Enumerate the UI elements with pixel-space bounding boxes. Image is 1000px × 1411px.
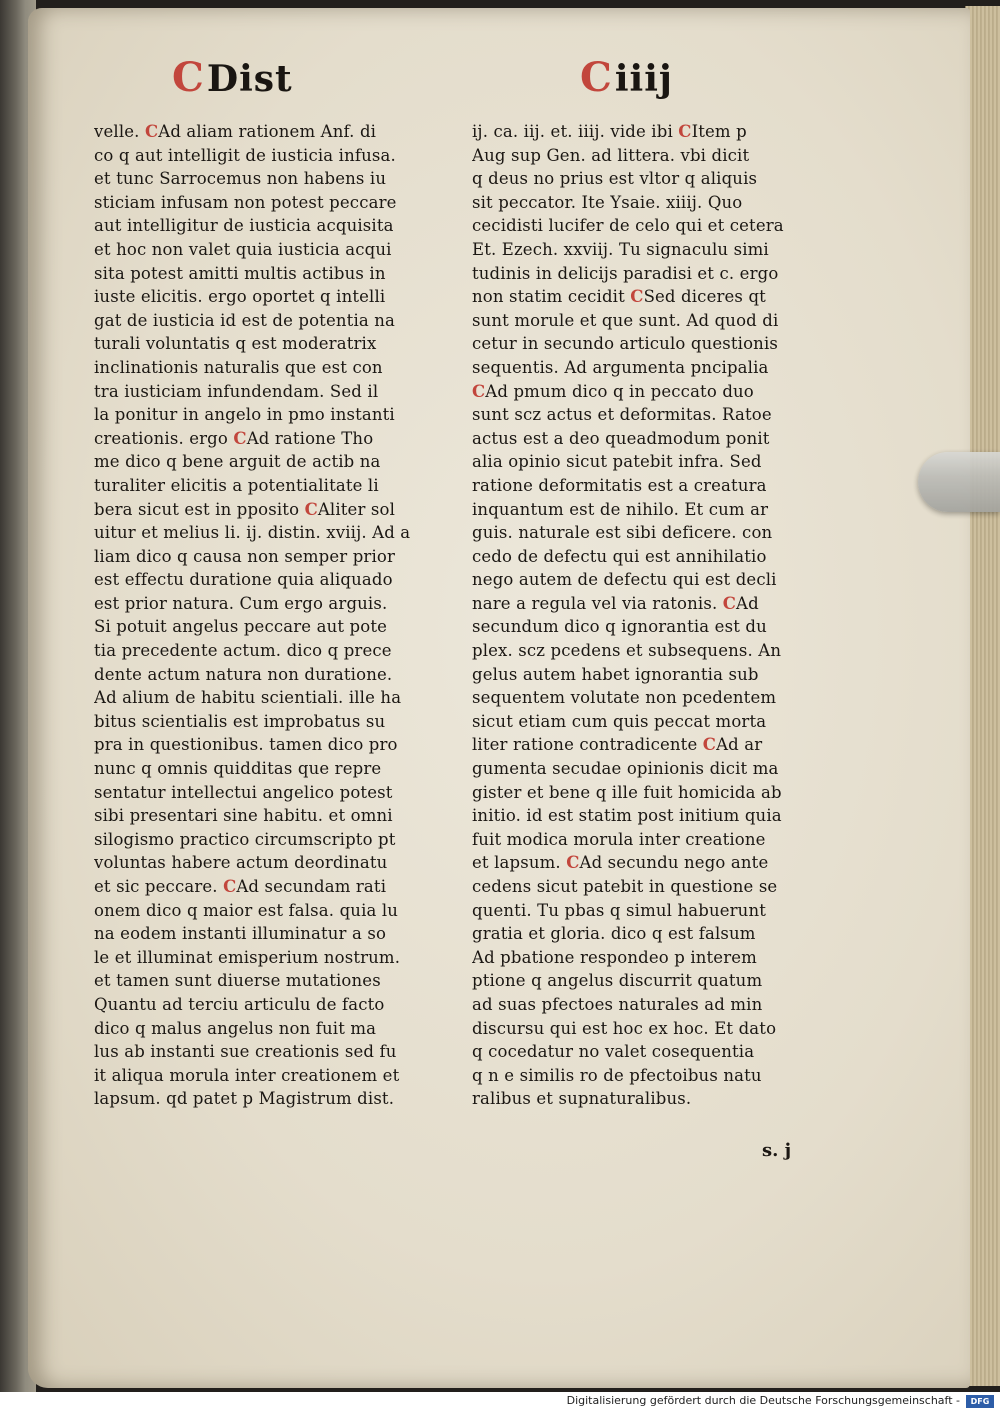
line-text: ij. ca. iij. et. iiij. vide ibi [472,122,679,141]
line-text: et sic peccare. [94,877,224,896]
text-line [94,1017,454,1041]
text-line [94,946,454,970]
line-text: et tamen sunt diuerse mutationes [94,971,381,991]
text-line [94,144,454,168]
running-head-left-rubric: C [172,54,205,101]
line-text: cedo de defectu qui est annihilatio [472,546,767,566]
text-line [472,639,832,663]
line-text: liter ratione contradicente [472,735,703,755]
line-text: lus ab instanti sue creationis sed fu [94,1042,397,1062]
text-line [94,781,454,805]
text-line [472,969,832,993]
text-line [472,1040,832,1064]
line-text: la ponitur in angelo in pmo instanti [94,405,395,425]
signature-mark: s. j [762,1140,792,1161]
text-line [94,1087,454,1111]
line-text: Aug sup Gen. ad littera. vbi dicit [472,145,750,165]
text-line [472,521,832,545]
line-text: uitur et melius li. ij. distin. xviij. Ad a [94,523,411,543]
text-line [94,710,454,734]
line-text: q cocedatur no valet cosequentia [472,1042,755,1062]
line-text: gelus autem habet ignorantia sub [472,664,759,684]
text-line [94,615,454,639]
text-line [472,309,832,333]
line-text: aut intelligitur de iusticia acquisita [94,216,394,236]
line-text: ratione deformitatis est a creatura [472,475,767,495]
rubric-paragraph-mark: C [144,122,159,141]
text-line [94,1040,454,1064]
line-text: sequentem volutate non pcedentem [472,688,777,708]
running-head-right-text: iiij [614,58,673,100]
line-text-after-rubric: Ad secundu nego ante [579,853,769,873]
text-line [472,922,832,946]
text-line [472,450,832,474]
line-text: sentatur intellectui angelico potest [94,782,393,802]
line-text: cecidisti lucifer de celo qui et cetera [472,216,784,236]
line-text: ad suas pfectoes naturales ad min [472,994,763,1014]
line-text: sibi presentari sine habitu. et omni [94,806,393,826]
text-line [94,804,454,828]
line-text: turali voluntatis q est moderatrix [94,334,377,354]
rubric-paragraph-mark: C [678,122,692,141]
line-text: turaliter elicitis a potentialitate li [94,475,379,495]
text-line [472,663,832,687]
text-line [94,521,454,545]
line-text-after-rubric: Ad aliam rationem Anf. di [158,122,377,141]
left-text-column [94,120,454,1111]
text-line [472,120,832,144]
text-line [94,686,454,710]
text-line [472,804,832,828]
text-line [94,592,454,616]
text-line [472,262,832,286]
running-head-left [172,54,293,101]
right-text-column [472,120,832,1111]
line-text: sunt scz actus et deformitas. Ratoe [472,405,772,425]
text-line [94,214,454,238]
rubric-paragraph-mark: C [223,877,237,896]
line-text: est effectu duratione quia aliquado [94,570,393,590]
line-text-after-rubric: Ad ar [716,735,763,755]
line-text: inclinationis naturalis que est con [94,357,383,377]
line-text: actus est a deo queadmodum ponit [472,428,770,448]
line-text: dico q malus angelus non fuit ma [94,1018,377,1038]
line-text: gat de iusticia id est de potentia na [94,310,396,330]
text-line [94,851,454,875]
footer-strip [0,1392,1000,1411]
rubric-paragraph-mark: C [304,499,318,519]
text-line [472,332,832,356]
line-text: gister et bene q ille fuit homicida ab [472,782,782,802]
line-text: lapsum. qd patet p Magistrum dist. [94,1089,395,1109]
line-text: initio. id est statim post initium quia [472,806,782,826]
text-line [472,875,832,899]
line-text: Si potuit angelus peccare aut pote [94,617,388,637]
page-edges [965,6,1000,1386]
text-line [94,356,454,380]
rubric-paragraph-mark: C [722,593,737,613]
text-line [472,403,832,427]
text-line [472,568,832,592]
line-text: Ad alium de habitu scientiali. ille ha [94,688,402,708]
text-line [472,615,832,639]
line-text: na eodem instanti illuminatur a so [94,924,387,944]
text-line [94,969,454,993]
text-line [472,710,832,734]
text-line [94,167,454,191]
text-line [94,191,454,215]
line-text-after-rubric: Ad secundam rati [236,877,387,896]
line-text: bera sicut est in pposito [94,499,305,519]
line-text: discursu qui est hoc ex hoc. Et dato [472,1018,777,1038]
text-line [94,262,454,286]
text-line [94,828,454,852]
text-line [94,663,454,687]
line-text: onem dico q maior est falsa. quia lu [94,900,399,920]
line-text: est prior natura. Cum ergo arguis. [94,593,388,613]
book-clasp [918,452,1000,512]
line-text: sequentis. Ad argumenta pncipalia [472,357,769,377]
text-line [94,568,454,592]
text-line [472,144,832,168]
line-text: inquantum est de nihilo. Et cum ar [472,499,769,519]
text-line [94,875,454,899]
line-text: ralibus et supnaturalibus. [472,1089,692,1109]
line-text: et hoc non valet quia iusticia acqui [94,239,392,259]
text-line [472,238,832,262]
line-text: cetur in secundo articulo questionis [472,334,779,354]
line-text: quenti. Tu pbas q simul habuerunt [472,900,767,920]
text-line [472,498,832,522]
line-text: sicut etiam cum quis peccat morta [472,711,767,731]
line-text: le et illuminat emisperium nostrum. [94,947,401,967]
line-text: q n e similis ro de pfectoibus natu [472,1065,762,1085]
text-line [94,733,454,757]
text-line [472,356,832,380]
line-text: pra in questionibus. tamen dico pro [94,735,398,755]
text-line [472,380,832,404]
line-text: Et. Ezech. xxviij. Tu signaculu simi [472,239,769,259]
line-text: alia opinio sicut patebit infra. Sed [472,452,762,472]
text-line [94,639,454,663]
text-line [472,946,832,970]
line-text-after-rubric: Aliter sol [317,499,396,519]
text-line [472,993,832,1017]
line-text: plex. scz pcedens et subsequens. An [472,641,782,661]
text-line [472,214,832,238]
text-line [472,1064,832,1088]
text-line [472,285,832,309]
running-head-left-text: Dist [206,58,293,100]
line-text: tra iusticiam infundendam. Sed il [94,381,379,401]
line-text: sticiam infusam non potest peccare [94,192,397,212]
text-line [94,380,454,404]
rubric-paragraph-mark: C [630,287,644,307]
line-text: Quantu ad terciu articulu de facto [94,994,385,1014]
rubric-paragraph-mark: C [233,428,247,448]
line-text-after-rubric: Ad ratione Tho [246,428,374,448]
text-line [94,757,454,781]
line-text: nare a regula vel via ratonis. [472,593,723,613]
line-text: tia precedente actum. dico q prece [94,641,392,661]
text-line [472,733,832,757]
line-text-after-rubric: Ad pmum dico q in peccato duo [485,381,754,401]
text-line [94,922,454,946]
text-line [472,686,832,710]
text-line [472,592,832,616]
line-text: liam dico q causa non semper prior [94,546,396,566]
line-text: gumenta secudae opinionis dicit ma [472,759,779,779]
text-line [472,899,832,923]
line-text-after-rubric: Sed diceres qt [643,287,766,307]
line-text: non statim cecidit [472,287,631,307]
line-text: sita potest amitti multis actibus in [94,263,386,283]
text-line [94,427,454,451]
line-text: tudinis in delicijs paradisi et c. ergo [472,263,779,283]
text-line [94,545,454,569]
text-line [94,120,454,144]
text-line [472,427,832,451]
line-text: nego autem de defectu qui est decli [472,570,777,590]
text-line [472,545,832,569]
line-text: voluntas habere actum deordinatu [94,853,388,873]
running-head-right [580,54,673,101]
rubric-paragraph-mark: C [472,381,486,401]
text-line [472,474,832,498]
line-text: fuit modica morula inter creatione [472,829,766,849]
text-line [472,167,832,191]
text-line [94,474,454,498]
line-text: co q aut intelligit de iusticia infusa. [94,145,396,165]
text-line [472,191,832,215]
text-line [472,1087,832,1111]
text-line [472,851,832,875]
running-head-right-rubric: C [580,54,613,101]
line-text-after-rubric: Item p [691,122,747,141]
line-text: ptione q angelus discurrit quatum [472,971,763,991]
text-line [94,899,454,923]
line-text: q deus no prius est vltor q aliquis [472,169,758,189]
line-text: Ad pbatione respondeo p interem [472,947,757,967]
text-line [94,309,454,333]
text-line [94,285,454,309]
line-text: sit peccator. Ite Ysaie. xiiij. Quo [472,192,743,212]
footer-credit: Digitalisierung gefördert durch die Deutsche Forschungsgemeinschaft - [566,1394,960,1407]
line-text-after-rubric: Ad [736,593,759,613]
line-text: et lapsum. [472,853,567,873]
text-line [94,993,454,1017]
text-line [94,1064,454,1088]
line-text: guis. naturale est sibi deficere. con [472,523,773,543]
line-text: sunt morule et que sunt. Ad quod di [472,310,779,330]
text-line [472,828,832,852]
line-text: secundum dico q ignorantia est du [472,617,767,637]
text-line [94,403,454,427]
rubric-paragraph-mark: C [702,735,717,755]
line-text: dente actum natura non duratione. [94,664,393,684]
text-line [472,757,832,781]
line-text: iuste elicitis. ergo oportet q intelli [94,287,386,307]
rubric-paragraph-mark: C [566,853,580,873]
text-line [472,1017,832,1041]
line-text: silogismo practico circumscripto pt [94,829,396,849]
dfg-logo: DFG [966,1395,994,1408]
line-text: it aliqua morula inter creationem et [94,1065,400,1085]
text-line [94,332,454,356]
line-text: me dico q bene arguit de actib na [94,452,381,472]
line-text: creationis. ergo [94,428,234,448]
text-line [472,781,832,805]
line-text: nunc q omnis quidditas que repre [94,759,382,779]
text-line [94,498,454,522]
text-line [94,450,454,474]
line-text: bitus scientialis est improbatus su [94,711,386,731]
line-text: cedens sicut patebit in questione se [472,877,778,896]
line-text: gratia et gloria. dico q est falsum [472,924,756,944]
line-text: velle. [94,122,145,141]
text-line [94,238,454,262]
line-text: et tunc Sarrocemus non habens iu [94,169,387,189]
